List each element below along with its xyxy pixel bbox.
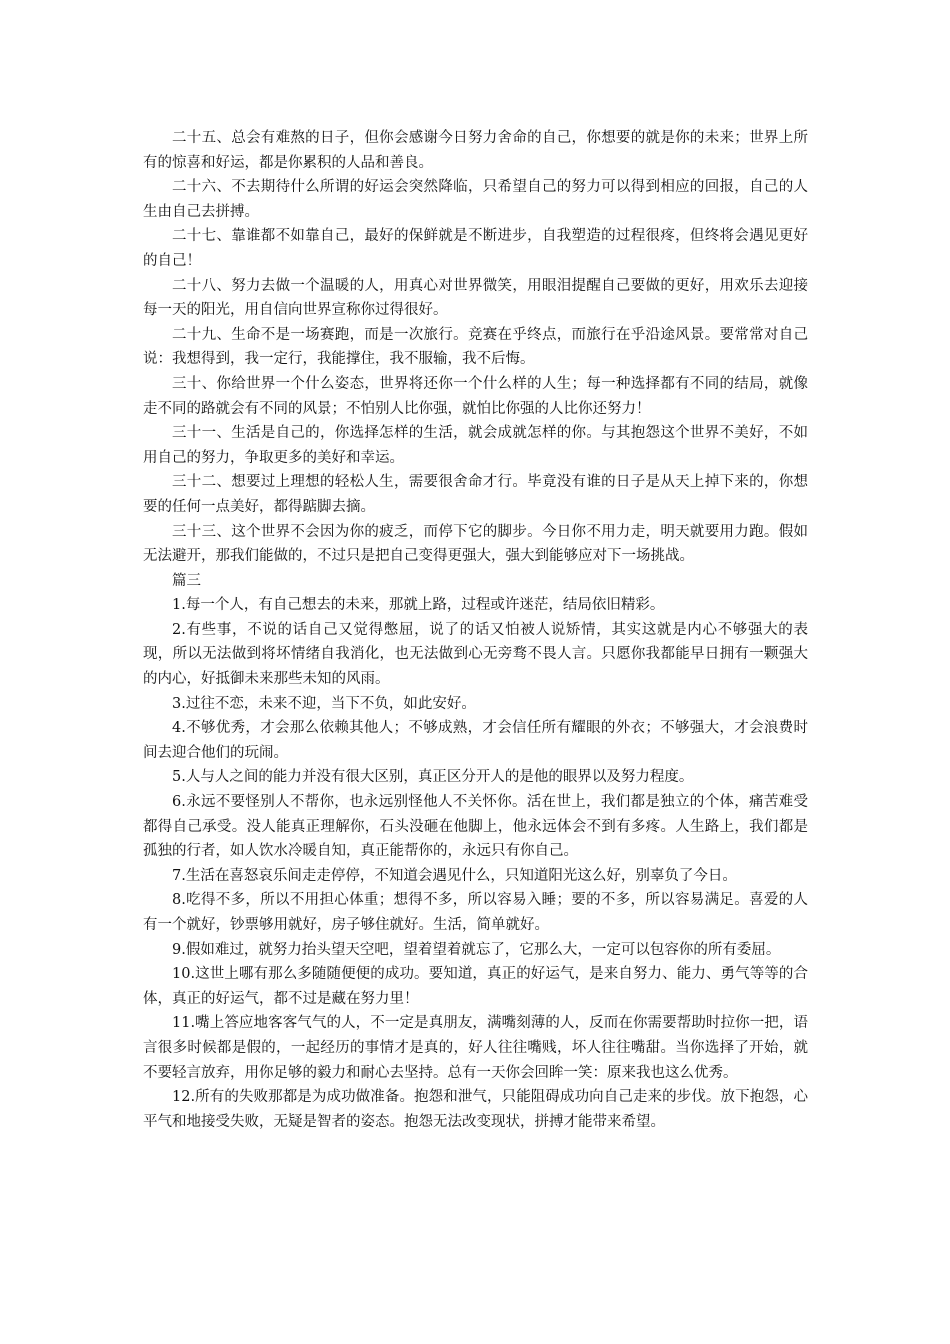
list-item-11: 11.嘴上答应地客客气气的人，不一定是真朋友，满嘴刻薄的人，反而在你需要帮助时拉你一把，语言很多时候都是假的，一起经历的事情才是真的，好人往往嘴贱，坏人往往嘴甜。当你选择了开始，就不要轻言放弃，用你足够的毅力和耐心去坚持。总有一天你会回眸一笑：原来我也这么优秀。	[143, 1015, 808, 1081]
document-page	[143, 126, 808, 1134]
paragraph-32: 三十二、想要过上理想的轻松人生，需要很舍命才行。毕竟没有谁的日子是从天上掉下来的，你想要的任何一点美好，都得踮脚去摘。	[143, 474, 808, 515]
list-item-8: 8.吃得不多，所以不用担心体重；想得不多，所以容易入睡；要的不多，所以容易满足。喜爱的人有一个就好，钞票够用就好，房子够住就好。生活，简单就好。	[143, 892, 808, 933]
list-item-3: 3.过往不恋，未来不迎，当下不负，如此安好。	[172, 695, 476, 712]
list-item-1: 1.每一个人，有自己想去的未来，那就上路，过程或许迷茫，结局依旧精彩。	[172, 597, 665, 614]
list-item-6: 6.永远不要怪别人不帮你，也永远别怪他人不关怀你。活在世上，我们都是独立的个体，痛苦难受都得自己承受。没人能真正理解你，石头没砸在他脚上，他永远体会不到有多疼。人生路上，我们都是孤独的行者，如人饮水冷暖自知，真正能帮你的，永远只有你自己。	[143, 794, 808, 860]
paragraph-33: 三十三、这个世界不会因为你的疲乏，而停下它的脚步。今日你不用力走，明天就要用力跑。假如无法避开，那我们能做的，不过只是把自己变得更强大，强大到能够应对下一场挑战。	[143, 523, 808, 565]
paragraph-27: 二十七、靠谁都不如靠自己，最好的保鲜就是不断进步，自我塑造的过程很疼，但终将会遇见更好的自己！	[143, 228, 808, 269]
list-item-7: 7.生活在喜怒哀乐间走走停停，不知道会遇见什么，只知道阳光这么好，别辜负了今日。	[172, 867, 737, 884]
list-item-10: 10.这世上哪有那么多随随便便的成功。要知道，真正的好运气，是来自努力、能力、勇气等等的合体，真正的好运气，都不过是藏在努力里！	[143, 966, 808, 1007]
paragraph-30: 三十、你给世界一个什么姿态，世界将还你一个什么样的人生；每一种选择都有不同的结局，就像走不同的路就会有不同的风景；不怕别人比你强，就怕比你强的人比你还努力！	[143, 375, 808, 417]
paragraph-31: 三十一、生活是自己的，你选择怎样的生活，就会成就怎样的你。与其抱怨这个世界不美好，不如用自己的努力，争取更多的美好和幸运。	[143, 425, 808, 466]
section-heading: 篇三	[172, 572, 201, 589]
paragraph-26: 二十六、不去期待什么所谓的好运会突然降临，只希望自己的努力可以得到相应的回报，自己的人生由自己去拼搏。	[143, 179, 808, 220]
paragraph-29: 二十九、生命不是一场赛跑，而是一次旅行。竞赛在乎终点，而旅行在乎沿途风景。要常常对自己说：我想得到，我一定行，我能撑住，我不服输，我不后悔。	[143, 326, 808, 368]
list-item-9: 9.假如难过，就努力抬头望天空吧，望着望着就忘了，它那么大，一定可以包容你的所有委屈。	[172, 941, 781, 958]
list-item-5: 5.人与人之间的能力并没有很大区别，真正区分开人的是他的眼界以及努力程度。	[172, 769, 694, 786]
list-item-2: 2.有些事，不说的话自己又觉得憋屈，说了的话又怕被人说矫情，其实这就是内心不够强大的表现，所以无法做到将坏情绪自我消化，也无法做到心无旁骛不畏人言。只愿你我都能早日拥有一颗强大的内心，好抵御未来那些未知的风雨。	[143, 621, 808, 688]
paragraph-28: 二十八、努力去做一个温暖的人，用真心对世界微笑，用眼泪提醒自己要做的更好，用欢乐去迎接每一天的阳光，用自信向世界宣称你过得很好。	[143, 277, 808, 319]
paragraph-25: 二十五、总会有难熬的日子，但你会感谢今日努力舍命的自己，你想要的就是你的未来；世界上所有的惊喜和好运，都是你累积的人品和善良。	[143, 130, 808, 171]
list-item-12: 12.所有的失败那都是为成功做准备。抱怨和泄气，只能阻碍成功向自己走来的步伐。放下抱怨，心平气和地接受失败，无疑是智者的姿态。抱怨无法改变现状，拼搏才能带来希望。	[143, 1089, 808, 1130]
list-item-4: 4.不够优秀，才会那么依赖其他人；不够成熟，才会信任所有耀眼的外衣；不够强大，才会浪费时间去迎合他们的玩闹。	[143, 720, 808, 761]
